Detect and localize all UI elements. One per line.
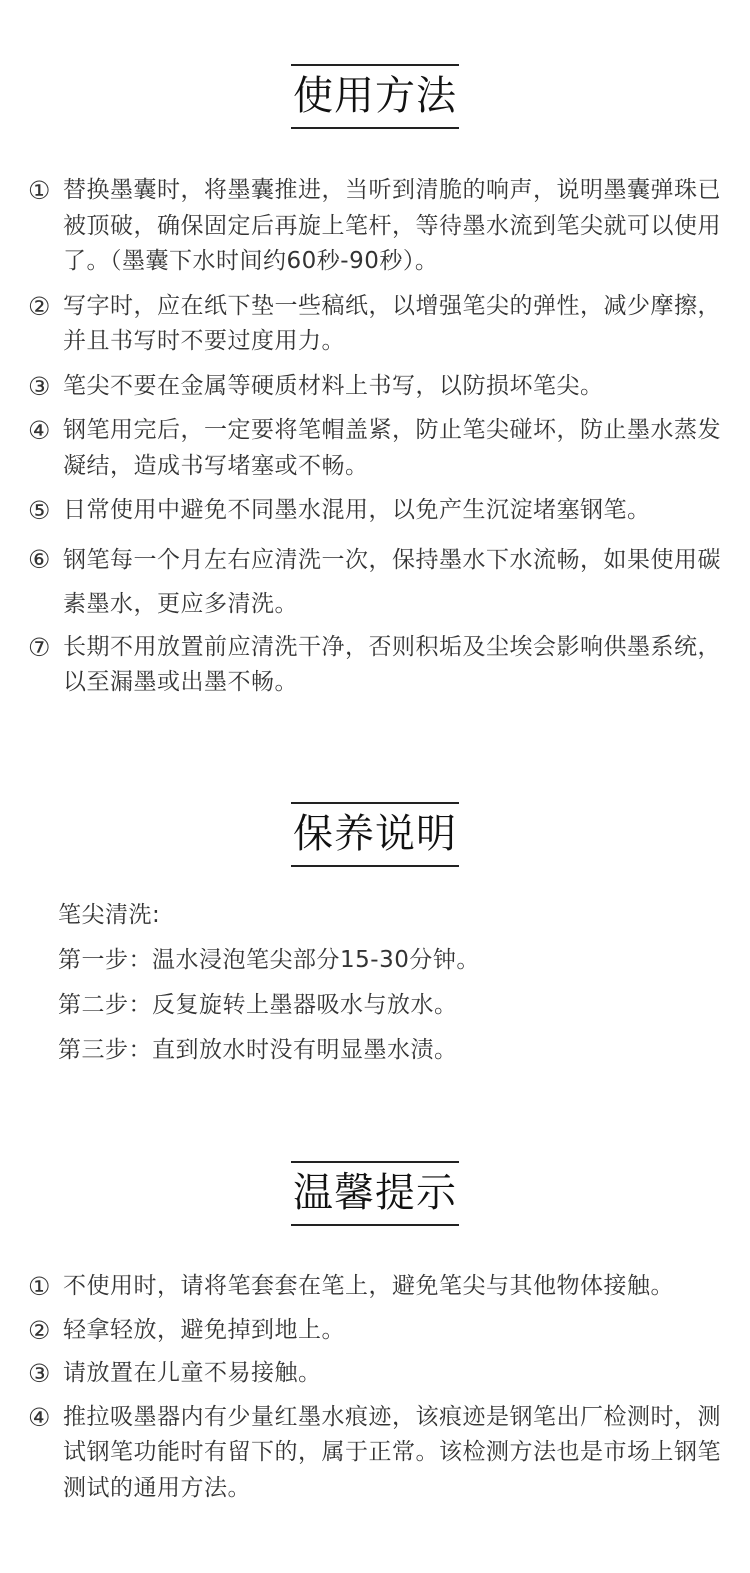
item-text: 日常使用中避免不同墨水混用，以免产生沉淀堵塞钢笔。: [63, 497, 651, 523]
care-step-3: 第三步：直到放水时没有明显墨水渍。: [58, 1037, 458, 1063]
item-number: ③: [28, 1359, 51, 1388]
item-number: ④: [28, 416, 51, 445]
item-text: 不使用时，请将笔套套在笔上，避免笔尖与其他物体接触。: [63, 1273, 674, 1299]
usage-item-4: [28, 413, 740, 484]
item-text: 长期不用放置前应清洗干净，否则积垢及尘埃会影响供墨系统，以至漏墨或出墨不畅。: [63, 633, 721, 695]
tips-section-header: [0, 1161, 750, 1226]
care-heading: 笔尖清洗:: [58, 902, 161, 928]
item-text: 钢笔用完后，一定要将笔帽盖紧，防止笔尖碰坏，防止墨水蒸发凝结，造成书写堵塞或不畅。: [63, 417, 721, 479]
item-text: 钢笔每一个月左右应清洗一次，保持墨水下水流畅，如果使用碳素墨水，更应多清洗。: [63, 546, 721, 617]
item-text: 写字时，应在纸下垫一些稿纸，以增强笔尖的弹性，减少摩擦，并且书写时不要过度用力。: [63, 292, 721, 354]
tips-item-3: [28, 1356, 740, 1392]
usage-item-3: [28, 369, 740, 405]
usage-item-7: [28, 630, 740, 701]
item-text: 替换墨囊时，将墨囊推进，当听到清脆的响声，说明墨囊弹珠已被顶破，确保固定后再旋上笔杆，等待墨水流到笔尖就可以使用了。（墨囊下水时间约60秒-90秒）。: [63, 177, 721, 274]
usage-item-2: [28, 289, 740, 360]
tips-list: [28, 1269, 740, 1514]
care-step-2: 第二步：反复旋转上墨器吸水与放水。: [58, 992, 458, 1018]
tips-item-2: [28, 1313, 740, 1349]
usage-item-6: [28, 538, 740, 626]
care-section-title: 保养说明: [291, 802, 459, 867]
care-section-header: [0, 802, 750, 867]
care-instructions: [58, 893, 718, 1073]
item-number: ①: [28, 176, 51, 205]
item-text: 笔尖不要在金属等硬质材料上书写，以防损坏笔尖。: [63, 372, 604, 399]
usage-list: [28, 173, 740, 710]
item-number: ④: [28, 1402, 51, 1432]
item-text: 推拉吸墨器内有少量红墨水痕迹，该痕迹是钢笔出厂检测时，测试钢笔功能时有留下的，属于正常。该检测方法也是市场上钢笔测试的通用方法。: [63, 1403, 721, 1501]
item-number: ①: [28, 1272, 51, 1301]
item-number: ⑤: [28, 496, 51, 525]
usage-section-title: 使用方法: [291, 64, 459, 129]
tips-item-1: [28, 1269, 740, 1305]
tips-item-4: [28, 1400, 740, 1507]
usage-section-header: [0, 64, 750, 129]
usage-item-5: [28, 493, 740, 529]
item-number: ②: [28, 291, 51, 321]
item-number: ③: [28, 371, 51, 401]
item-number: ②: [28, 1315, 51, 1345]
item-number: ⑥: [28, 544, 51, 574]
item-text: 轻拿轻放，避免掉到地上。: [63, 1316, 345, 1343]
usage-item-1: [28, 173, 740, 280]
tips-section-title: 温馨提示: [291, 1161, 459, 1226]
item-number: ⑦: [28, 632, 51, 662]
care-step-1: 第一步：温水浸泡笔尖部分15-30分钟。: [58, 947, 480, 973]
item-text: 请放置在儿童不易接触。: [63, 1360, 322, 1386]
